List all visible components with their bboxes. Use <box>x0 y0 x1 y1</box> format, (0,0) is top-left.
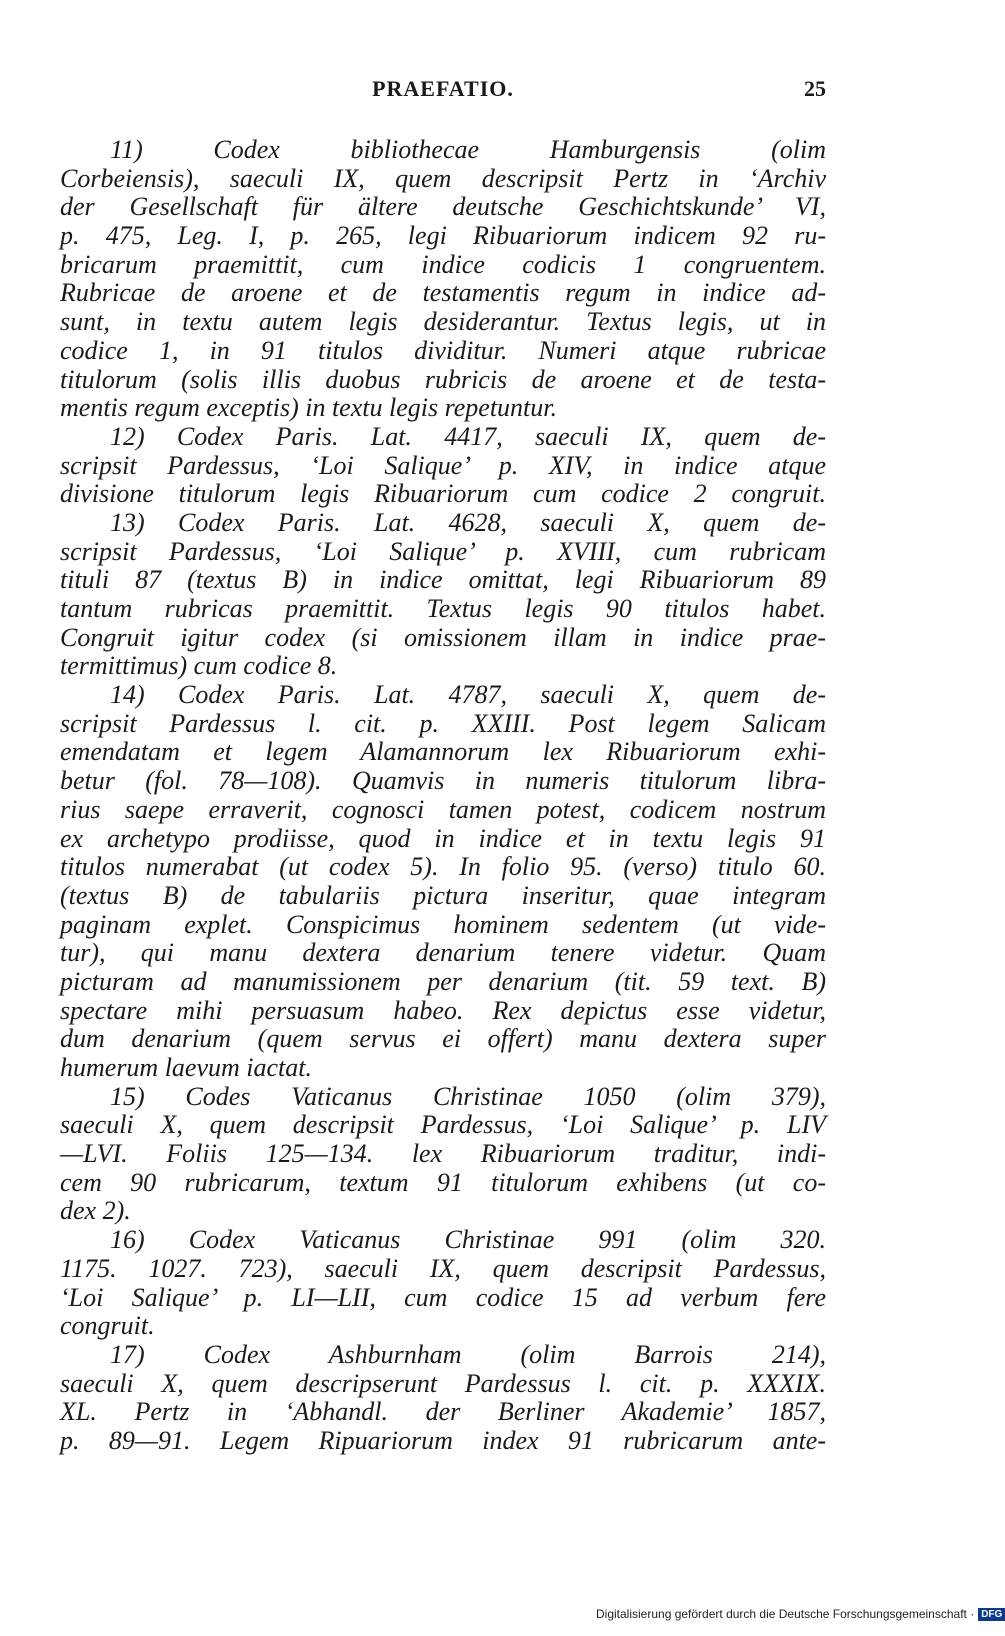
text-line: mentis regum exceptis) in textu legis repetuntur. <box>60 393 558 423</box>
text-line: tur), qui manu dextera denarium tenere videtur. Quam <box>60 938 826 968</box>
text-line: p. 89—91. Legem Ripuariorum index 91 rubricarum ante- <box>60 1425 826 1455</box>
text-line: ex archetypo prodiisse, quod in indice et in textu legis 91 <box>60 823 826 853</box>
text-line: spectare mihi persuasum habeo. Rex depictus esse videtur, <box>60 995 826 1025</box>
text-body <box>60 136 826 1456</box>
text-line: p. 475, Leg. I, p. 265, legi Ribuariorum indicem 92 ru- <box>60 221 826 251</box>
text-line: divisione titulorum legis Ribuariorum cum codice 2 congruit. <box>60 479 826 509</box>
text-line: (textus B) de tabulariis pictura inseritur, quae integram <box>60 880 826 910</box>
credit-text: Digitalisierung gefördert durch die Deutsche Forschungsgemeinschaft · <box>596 1607 975 1621</box>
text-line: codice 1, in 91 titulos dividitur. Numeri atque rubricae <box>60 335 826 365</box>
text-line: 16) Codex Vaticanus Christinae 991 (olim 320. <box>110 1225 826 1255</box>
text-line: Congruit igitur codex (si omissionem illam in indice prae- <box>60 622 826 652</box>
text-line: 1175. 1027. 723), saeculi IX, quem descripsit Pardessus, <box>60 1253 826 1283</box>
running-title: PRAEFATIO. <box>372 76 514 101</box>
text-line: cem 90 rubricarum, textum 91 titulorum exhibens (ut co- <box>60 1167 826 1197</box>
text-line: 11) Codex bibliothecae Hamburgensis (olim <box>110 135 826 164</box>
text-line: congruit. <box>60 1311 155 1341</box>
text-line: Corbeiensis), saeculi IX, quem descripsit Pertz in ‘Archiv <box>60 163 826 193</box>
text-line: 17) Codex Ashburnham (olim Barrois 214), <box>110 1339 826 1369</box>
text-line: scripsit Pardessus l. cit. p. XXIII. Post legem Salicam <box>60 708 826 738</box>
text-line: rius saepe erraverit, cognosci tamen potest, codicem nostrum <box>60 794 826 824</box>
text-line: scripsit Pardessus, ‘Loi Salique’ p. XIV, in indice atque <box>60 450 826 480</box>
page-number: 25 <box>804 76 826 101</box>
text-line: betur (fol. 78—108). Quamvis in numeris titulorum libra- <box>60 766 826 796</box>
page-header <box>60 76 826 110</box>
text-line: dum denarium (quem servus ei offert) manu dextera super <box>60 1024 826 1054</box>
text-line: 12) Codex Paris. Lat. 4417, saeculi IX, quem de- <box>110 421 826 451</box>
text-line: bricarum praemittit, cum indice codicis 1 congruentem. <box>60 249 826 279</box>
text-line: —LVI. Foliis 125—134. lex Ribuariorum traditur, indi- <box>60 1139 826 1169</box>
text-line: 14) Codex Paris. Lat. 4787, saeculi X, quem de- <box>110 680 826 710</box>
digitization-credit <box>596 1607 1003 1623</box>
text-line: ‘Loi Salique’ p. LI—LII, cum codice 15 ad verbum fere <box>60 1282 826 1312</box>
text-line: der Gesellschaft für ältere deutsche Geschichtskunde’ VI, <box>60 192 826 222</box>
text-line: titulorum (solis illis duobus rubricis de aroene et de testa- <box>60 364 826 394</box>
text-line: dex 2). <box>60 1196 131 1226</box>
text-line: titulos numerabat (ut codex 5). In folio 95. (verso) titulo 60. <box>60 852 826 882</box>
text-line: XL. Pertz in ‘Abhandl. der Berliner Akademie’ 1857, <box>60 1397 826 1427</box>
text-line: picturam ad manumissionem per denarium (tit. 59 text. B) <box>60 966 826 996</box>
text-line: 15) Codes Vaticanus Christinae 1050 (olim 379), <box>110 1081 826 1111</box>
text-line: saeculi X, quem descripsit Pardessus, ‘Loi Salique’ p. LIV <box>60 1110 826 1140</box>
text-line: tituli 87 (textus B) in indice omittat, legi Ribuariorum 89 <box>60 565 826 595</box>
text-line: 13) Codex Paris. Lat. 4628, saeculi X, quem de- <box>110 507 826 537</box>
dfg-logo: DFG <box>978 1608 1005 1621</box>
text-line: termittimus) cum codice 8. <box>60 651 338 681</box>
text-line: saeculi X, quem descripserunt Pardessus l. cit. p. XXXIX. <box>60 1368 826 1398</box>
text-line: paginam explet. Conspicimus hominem sedentem (ut vide- <box>60 909 826 939</box>
text-line: emendatam et legem Alamannorum lex Ribuariorum exhi- <box>60 737 826 767</box>
text-line: scripsit Pardessus, ‘Loi Salique’ p. XVIII, cum rubricam <box>60 536 826 566</box>
text-line: sunt, in textu autem legis desiderantur. Textus legis, ut in <box>60 307 826 337</box>
text-line: tantum rubricas praemittit. Textus legis 90 titulos habet. <box>60 594 826 623</box>
text-line: humerum laevum iactat. <box>60 1053 313 1082</box>
text-line: Rubricae de aroene et de testamentis regum in indice ad- <box>60 278 826 308</box>
